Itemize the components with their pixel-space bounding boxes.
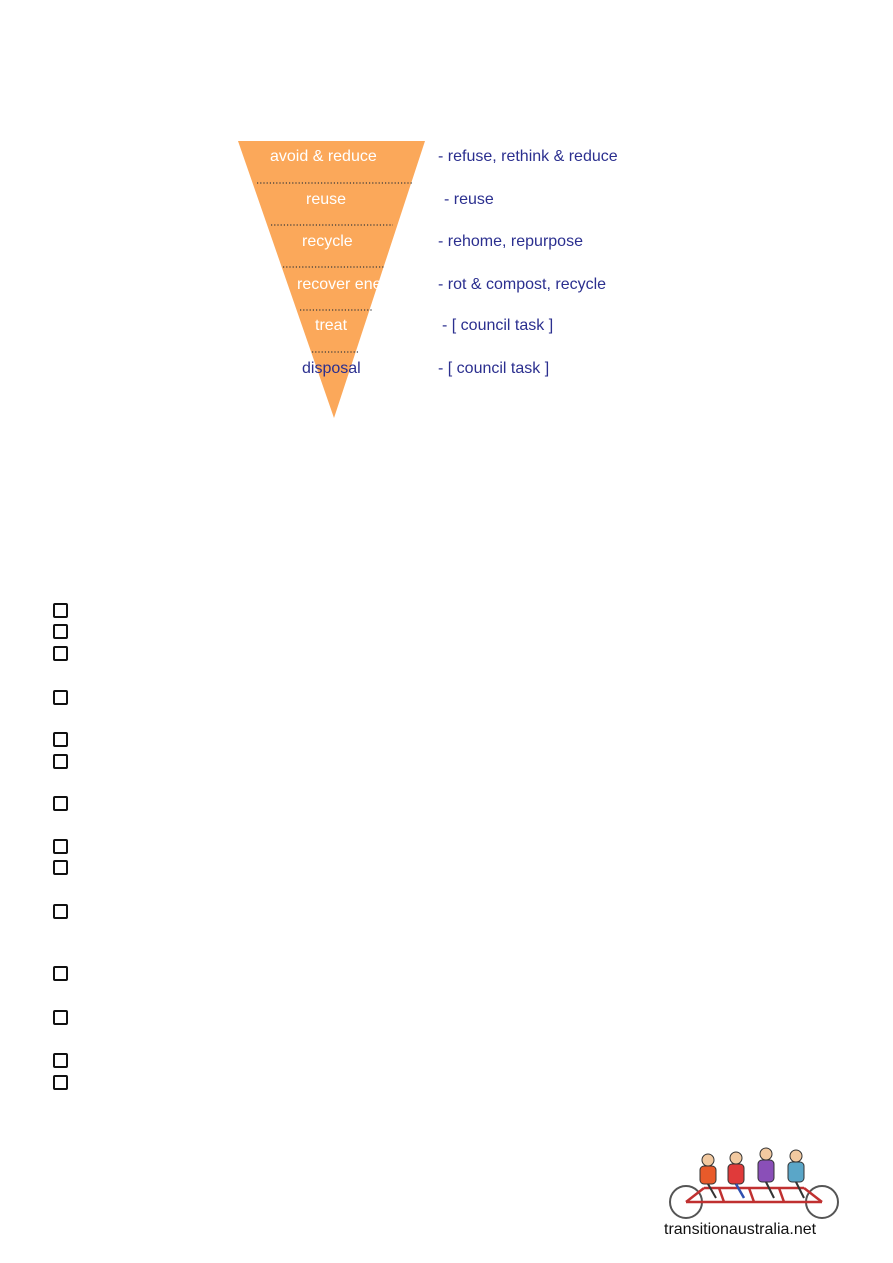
level-desc-disposal: - [ council task ]	[438, 360, 550, 377]
checkbox[interactable]	[53, 966, 68, 981]
rider-2	[728, 1152, 744, 1198]
checkbox[interactable]	[53, 904, 68, 919]
checkbox[interactable]	[53, 646, 68, 661]
level-label-recover-energy: recover energy	[297, 276, 404, 293]
checkbox[interactable]	[53, 796, 68, 811]
level-desc-reuse: - reuse	[444, 191, 494, 208]
level-label-treat: treat	[315, 317, 348, 334]
rider-4	[788, 1150, 804, 1198]
checkbox[interactable]	[53, 690, 68, 705]
rider-1	[700, 1154, 716, 1198]
rider-3	[758, 1148, 774, 1198]
level-label-avoid-reduce: avoid & reduce	[270, 148, 377, 165]
level-desc-recover-energy: - rot & compost, recycle	[438, 276, 607, 293]
level-label-recycle: recycle	[302, 233, 353, 250]
level-desc-treat: - [ council task ]	[442, 317, 554, 334]
checkbox[interactable]	[53, 839, 68, 854]
checkbox[interactable]	[53, 732, 68, 747]
level-desc-avoid-reduce: - refuse, rethink & reduce	[438, 148, 618, 165]
level-label-disposal: disposal	[302, 360, 361, 377]
logo-website-text: transitionaustralia.net	[664, 1221, 817, 1238]
checkbox[interactable]	[53, 754, 68, 769]
checkbox[interactable]	[53, 1010, 68, 1025]
checkbox[interactable]	[53, 624, 68, 639]
checkbox[interactable]	[53, 603, 68, 618]
level-label-reuse: reuse	[306, 191, 347, 208]
checkbox[interactable]	[53, 1075, 68, 1090]
level-desc-recycle: - rehome, repurpose	[438, 233, 583, 250]
checkbox[interactable]	[53, 860, 68, 875]
checkbox[interactable]	[53, 1053, 68, 1068]
